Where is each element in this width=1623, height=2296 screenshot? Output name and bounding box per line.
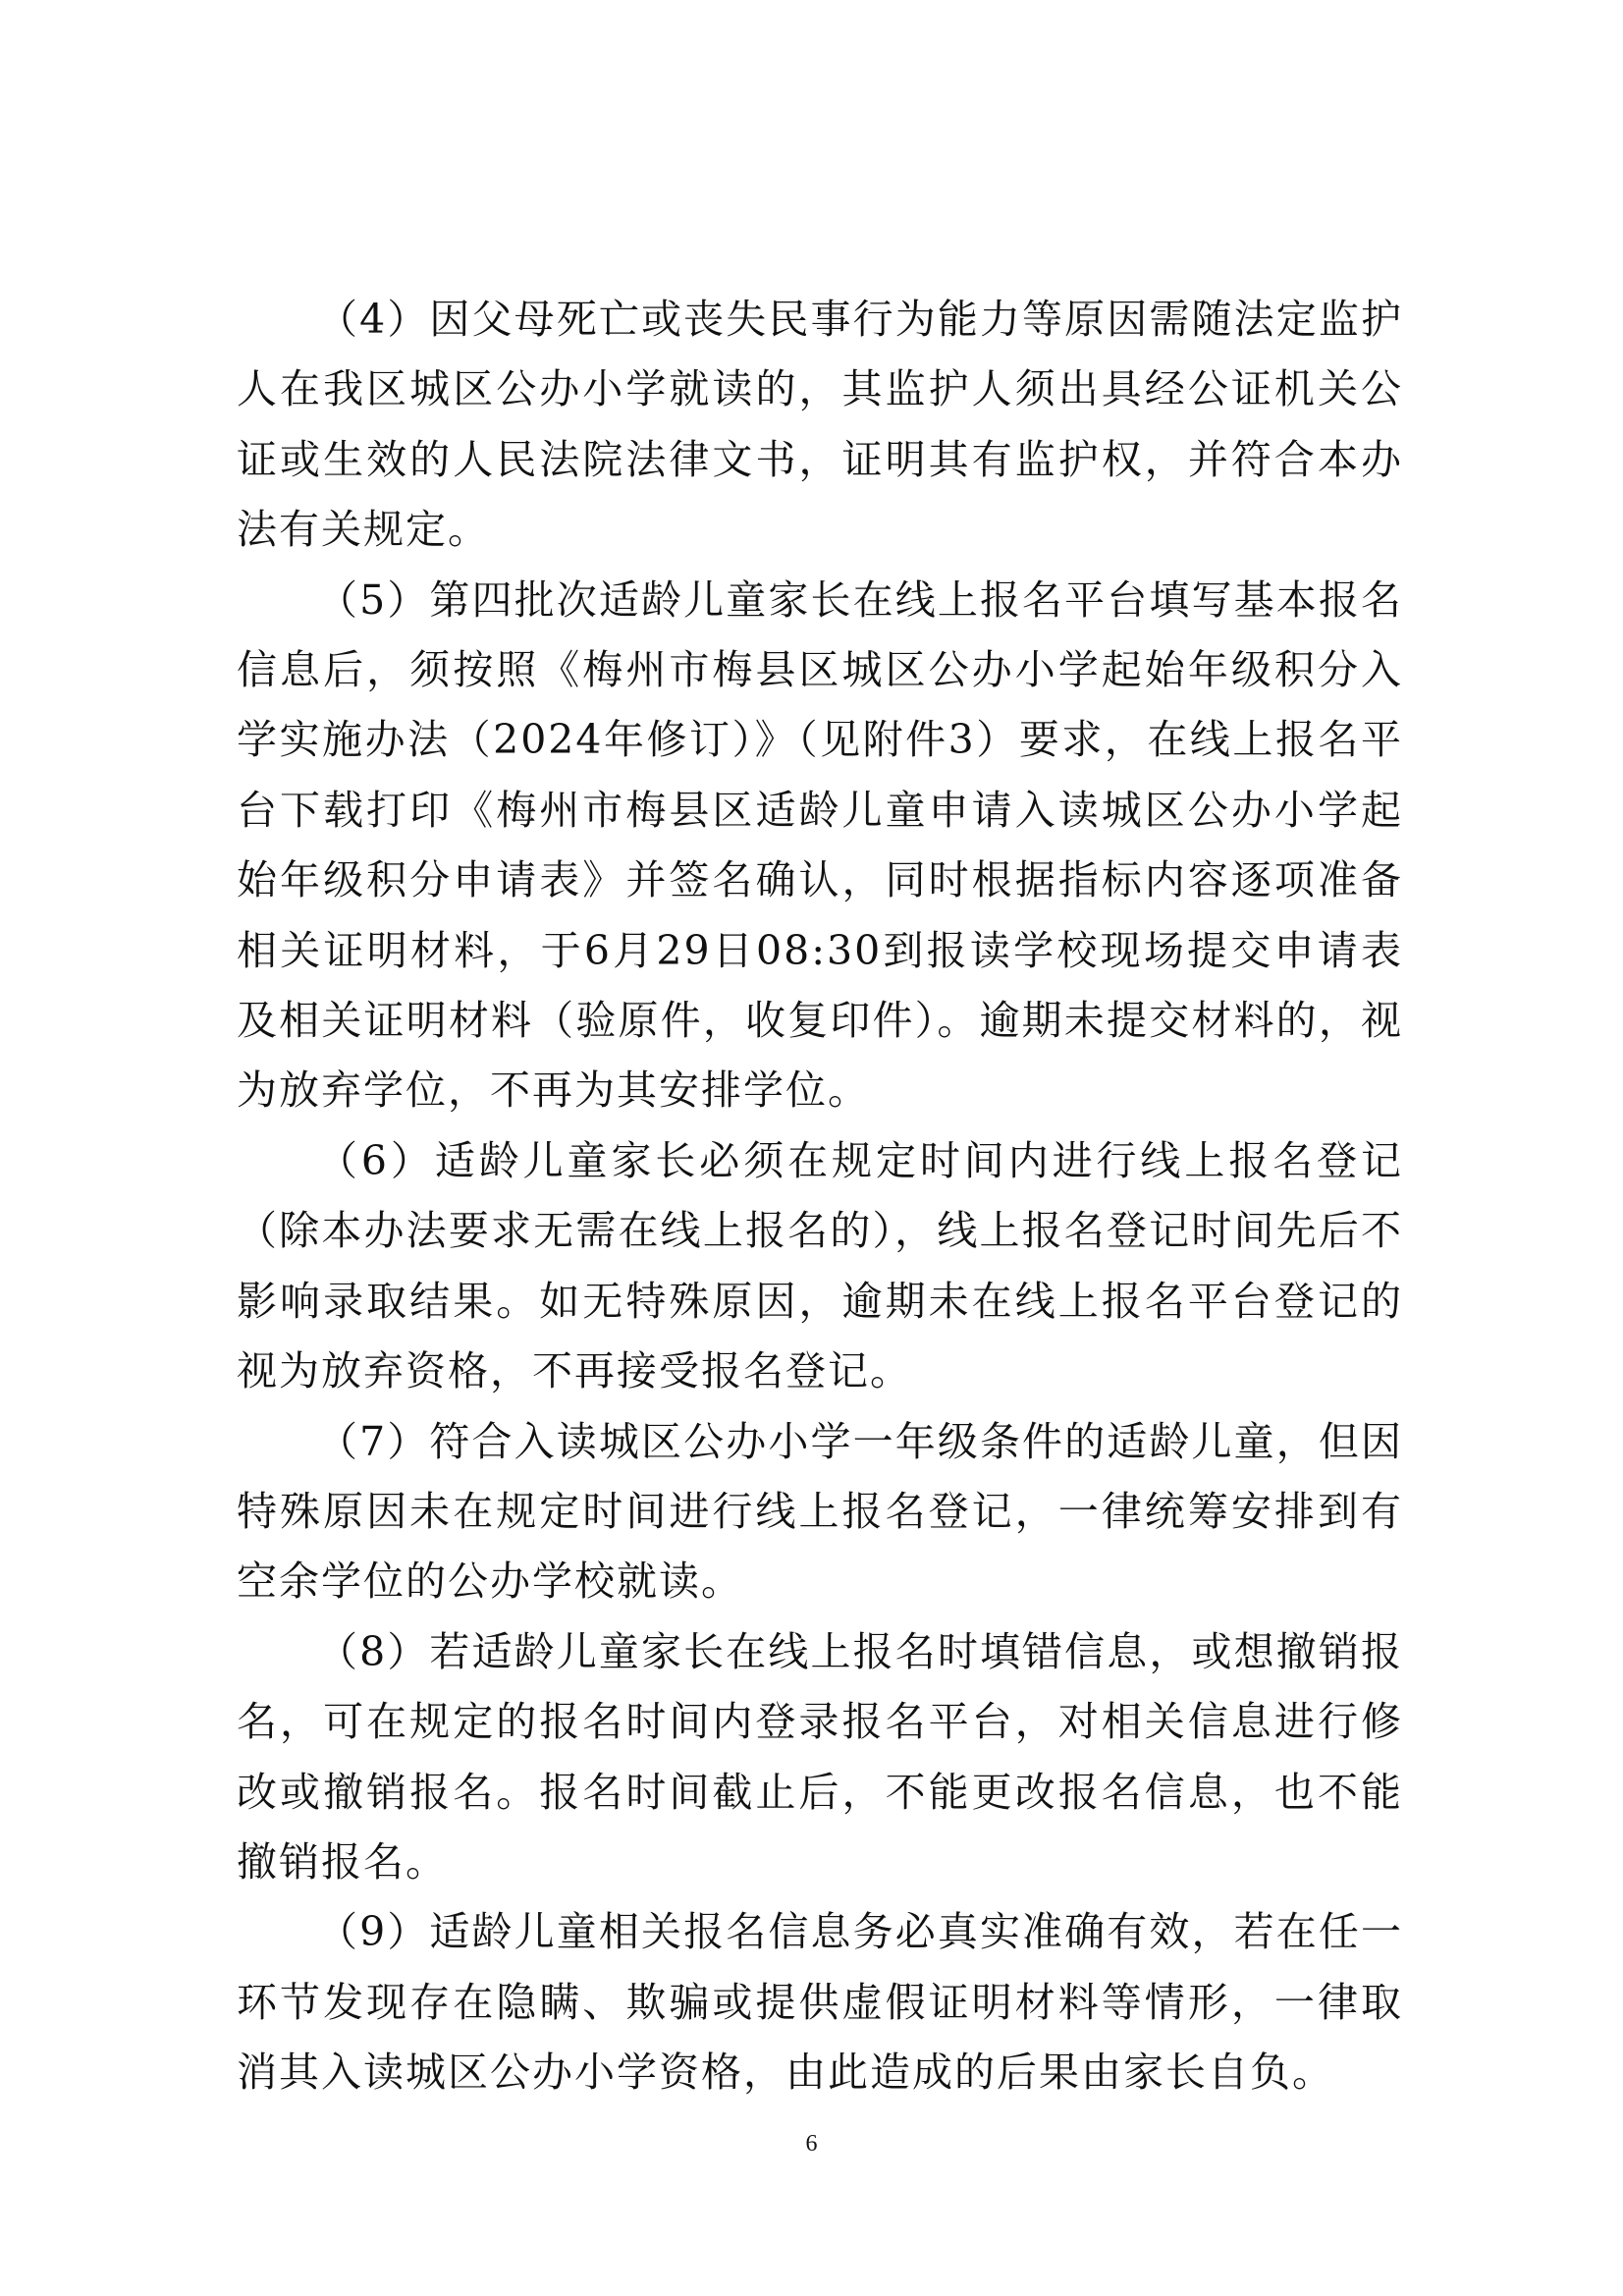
paragraph-item-7: （7）符合入读城区公办小学一年级条件的适龄儿童，但因特殊原因未在规定时间进行线上报名登记，一律统筹安排到有空余学位的公办学校就读。 [237,1417,1403,1606]
paragraph-item-8: （8）若适龄儿童家长在线上报名时填错信息，或想撤销报名，可在规定的报名时间内登录报名平台，对相关信息进行修改或撤销报名。报名时间截止后，不能更改报名信息，也不能撤销报名。 [237,1627,1403,1886]
page-number: 6 [805,2131,818,2157]
document-body [237,285,1403,2108]
paragraph-item-9: （9）适龄儿童相关报名信息务必真实准确有效，若在任一环节发现存在隐瞒、欺骗或提供虚假证明材料等情形，一律取消其入读城区公办小学资格，由此造成的后果由家长自负。 [237,1908,1403,2097]
paragraph-item-6: （6）适龄儿童家长必须在规定时间内进行线上报名登记（除本办法要求无需在线上报名的），线上报名登记时间先后不影响录取结果。如无特殊原因，逾期未在线上报名平台登记的视为放弃资格，不再接受报名登记。 [237,1136,1403,1395]
paragraph-item-4: （4）因父母死亡或丧失民事行为能力等原因需随法定监护人在我区城区公办小学就读的，其监护人须出具经公证机关公证或生效的人民法院法律文书，证明其有监护权，并符合本办法有关规定。 [237,296,1403,554]
paragraph-item-5: （5）第四批次适龄儿童家长在线上报名平台填写基本报名信息后，须按照《梅州市梅县区城区公办小学起始年级积分入学实施办法（2024年修订）》（见附件3）要求，在线上报名平台下载打印《梅州市梅县区适龄儿童申请入读城区公办小学起始年级积分申请表》并签名确认，同时根据指标内容逐项准备相关证明材料，于6月29日08:30到报读学校现场提交申请表及相关证明材料（验原件，收复印件）。逾期未提交材料的，视为放弃学位，不再为其安排学位。 [237,575,1403,1115]
